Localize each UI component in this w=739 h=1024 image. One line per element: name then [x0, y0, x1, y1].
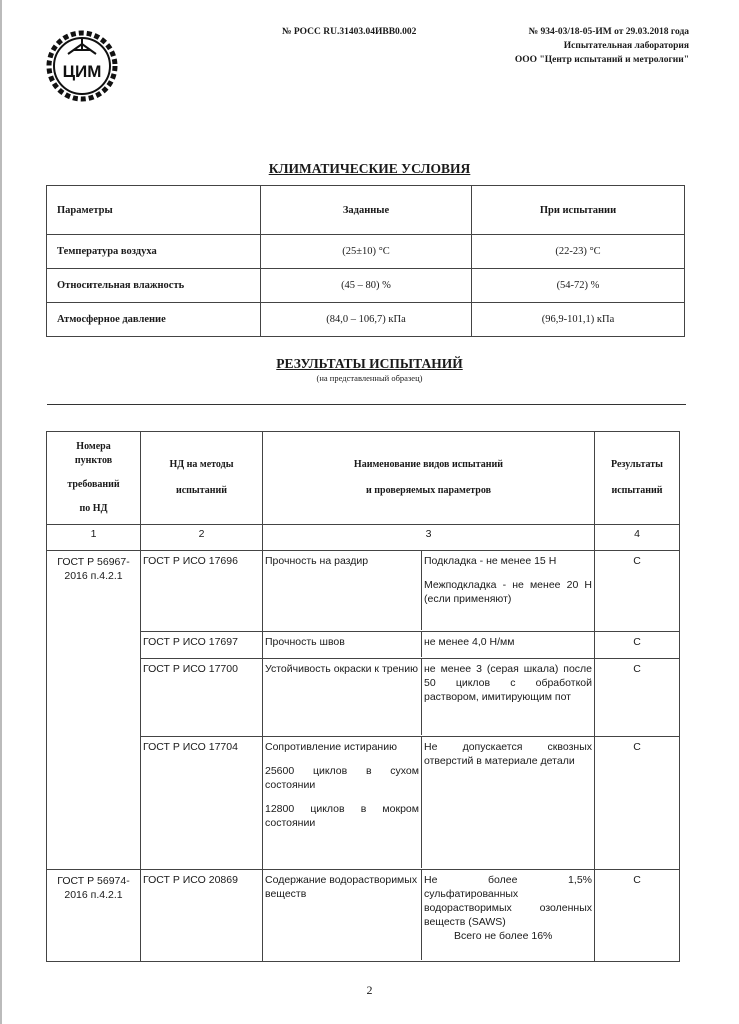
- results-subtitle: (на представленный образец): [316, 373, 423, 383]
- climate-header-param: Параметры: [47, 186, 261, 235]
- test-param-cell: [263, 659, 595, 737]
- test-parameter: [422, 737, 594, 868]
- certificate-number: № РОСС RU.31403.04ИВВ0.002: [282, 27, 417, 37]
- climate-row: [47, 235, 685, 269]
- climate-actual: (54-72) %: [472, 269, 685, 303]
- requirement-cell: ГОСТ Р 56967-2016 п.4.2.1: [47, 551, 141, 870]
- climate-param: Относительная влажность: [47, 269, 261, 303]
- header-req-line: Номера: [76, 441, 111, 452]
- test-parameter: [422, 632, 594, 657]
- test-param-cell: [263, 737, 595, 870]
- method-cell: ГОСТ Р ИСО 20869: [141, 870, 263, 962]
- climate-header-row: [47, 186, 685, 235]
- header-tests: [263, 432, 595, 525]
- header-results-line: Результаты: [611, 459, 663, 470]
- header-right: [515, 25, 689, 67]
- climate-param: Температура воздуха: [47, 235, 261, 269]
- page-number: 2: [366, 983, 373, 997]
- test-name: [263, 659, 422, 735]
- result-cell: С: [595, 870, 680, 962]
- header-results: [595, 432, 680, 525]
- test-text: Содержание водорастворимых веществ: [265, 874, 418, 900]
- param-text: Не допускается сквозных отверстий в материале детали: [424, 741, 592, 767]
- method-cell: ГОСТ Р ИСО 17704: [141, 737, 263, 870]
- test-text: Устойчивость окраски к трению: [265, 663, 418, 675]
- climate-header-set: Заданные: [261, 186, 472, 235]
- param-text: Всего не более 16%: [454, 930, 553, 942]
- result-cell: С: [595, 551, 680, 632]
- results-row: [47, 659, 680, 737]
- test-name: [263, 737, 422, 868]
- test-parameter: [422, 659, 594, 735]
- test-param-cell: [263, 632, 595, 659]
- param-text: Подкладка - не менее 15 Н: [424, 555, 557, 567]
- test-parameter: [422, 870, 594, 960]
- test-name: [263, 632, 422, 657]
- test-text: Сопротивление истиранию: [265, 741, 397, 753]
- results-row: [47, 632, 680, 659]
- climate-actual: (96,9-101,1) кПа: [472, 303, 685, 337]
- test-text: 25600 циклов в сухом состоянии: [265, 765, 419, 791]
- results-row: [47, 551, 680, 632]
- header-tests-line: и проверяемых параметров: [365, 485, 492, 496]
- test-param-cell: [263, 551, 595, 632]
- header-results-line: испытаний: [611, 485, 663, 496]
- svg-text:ЦИМ: ЦИМ: [62, 62, 102, 81]
- lab-logo: [46, 30, 118, 102]
- result-cell: С: [595, 737, 680, 870]
- header-methods-line: НД на методы: [169, 459, 234, 470]
- requirement-cell: ГОСТ Р 56974-2016 п.4.2.1: [47, 870, 141, 962]
- header-tests-line: Наименование видов испытаний: [353, 459, 504, 470]
- results-table: [46, 431, 680, 962]
- param-text: не менее 3 (серая шкала) после 50 циклов с обработкой раствором, имитирующим пот: [424, 663, 592, 703]
- climate-table: [46, 185, 685, 337]
- column-numbers-row: [47, 525, 680, 551]
- method-cell: ГОСТ Р ИСО 17700: [141, 659, 263, 737]
- header-methods: [141, 432, 263, 525]
- column-number: 1: [47, 525, 141, 551]
- param-text: не менее 4,0 Н/мм: [424, 636, 515, 648]
- result-cell: С: [595, 659, 680, 737]
- column-number: 4: [595, 525, 680, 551]
- protocol-number: № 934-03/18-05-ИМ от 29.03.2018 года: [528, 27, 689, 37]
- climate-row: [47, 269, 685, 303]
- climate-param: Атмосферное давление: [47, 303, 261, 337]
- test-text: Прочность швов: [265, 636, 345, 648]
- header-methods-line: испытаний: [175, 485, 228, 496]
- results-header-row: [47, 432, 680, 525]
- method-cell: ГОСТ Р ИСО 17697: [141, 632, 263, 659]
- test-text: 12800 циклов в мокром состоянии: [265, 803, 419, 829]
- param-text: Межподкладка - не менее 20 Н (если применяют): [424, 579, 592, 605]
- climate-set: (84,0 – 106,7) кПа: [261, 303, 472, 337]
- results-row: [47, 870, 680, 962]
- header-req-line: пунктов: [74, 455, 113, 466]
- climate-set: (45 – 80) %: [261, 269, 472, 303]
- test-text: Прочность на раздир: [265, 555, 369, 567]
- results-row: [47, 737, 680, 870]
- column-number: 2: [141, 525, 263, 551]
- lab-name-line1: Испытательная лаборатория: [563, 41, 689, 51]
- param-text: Не более 1,5% сульфатированных водорастворимых озоленных веществ (SAWS): [424, 874, 592, 928]
- column-number: 3: [263, 525, 595, 551]
- climate-title: КЛИМАТИЧЕСКИЕ УСЛОВИЯ: [268, 161, 471, 176]
- lab-name-line2: ООО "Центр испытаний и метрологии": [514, 55, 689, 65]
- climate-header-actual: При испытании: [472, 186, 685, 235]
- header-req-numbers: [47, 432, 141, 525]
- test-param-cell: [263, 870, 595, 962]
- results-title: РЕЗУЛЬТАТЫ ИСПЫТАНИЙ: [276, 356, 463, 371]
- climate-row: [47, 303, 685, 337]
- result-cell: С: [595, 632, 680, 659]
- test-name: [263, 870, 422, 960]
- header-req-line: требований: [67, 479, 120, 490]
- test-parameter: [422, 551, 594, 630]
- page-edge: [0, 0, 2, 1024]
- method-cell: ГОСТ Р ИСО 17696: [141, 551, 263, 632]
- climate-actual: (22-23) °С: [472, 235, 685, 269]
- test-name: [263, 551, 422, 630]
- header-req-line: по НД: [79, 503, 108, 514]
- climate-set: (25±10) °С: [261, 235, 472, 269]
- divider-line: [47, 404, 686, 405]
